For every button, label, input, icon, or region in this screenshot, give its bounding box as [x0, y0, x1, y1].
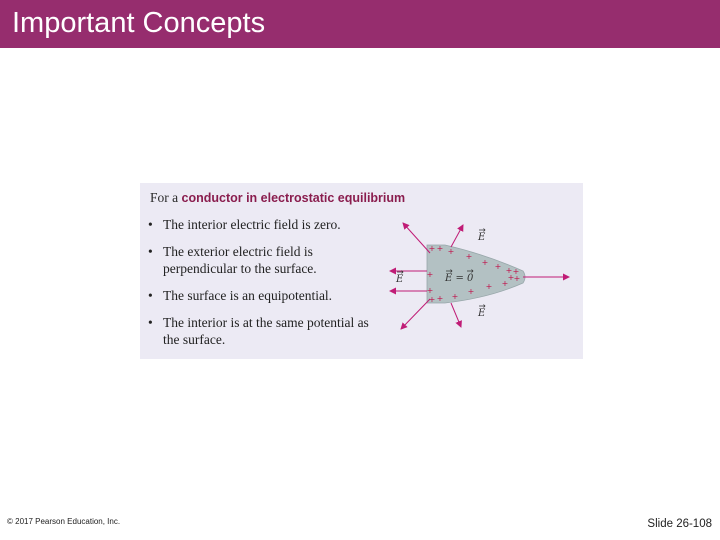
charge-symbol: +: [428, 244, 436, 253]
charge-symbol: +: [436, 294, 444, 303]
field-label: E: [396, 274, 404, 285]
charge-symbol: +: [501, 279, 509, 288]
list-item: [148, 216, 388, 233]
heading-emphasis: conductor in electrostatic equilibrium: [181, 191, 406, 205]
charge-symbol: +: [485, 282, 493, 291]
field-arrow: [401, 299, 430, 329]
field-arrow: [451, 303, 461, 327]
bullet-text: The interior is at the same potential as the surface.: [163, 315, 369, 347]
bullet-icon: •: [148, 288, 153, 303]
conductor-figure: [140, 183, 583, 359]
charge-symbol: +: [465, 252, 473, 261]
slide-title: Important Concepts: [12, 7, 266, 39]
bullet-icon: •: [148, 217, 153, 232]
charge-symbol: +: [451, 292, 459, 301]
interior-field-label: E = 0: [445, 273, 474, 284]
list-item: [148, 243, 388, 277]
bullet-text: The exterior electric field is perpendicular to the surface.: [163, 244, 317, 276]
conductor-diagram: [385, 203, 580, 353]
list-item: [148, 287, 388, 304]
field-arrow: [403, 223, 430, 253]
field-arrow: [451, 225, 463, 247]
charge-symbol: +: [507, 273, 515, 282]
list-item: [148, 314, 388, 348]
copyright-notice: © 2017 Pearson Education, Inc.: [7, 517, 121, 526]
concept-list: [148, 216, 388, 358]
charge-symbol: +: [513, 274, 521, 283]
charge-symbol: +: [436, 244, 444, 253]
charge-symbol: +: [512, 267, 520, 276]
figure-heading: [150, 190, 405, 206]
heading-prefix: For a: [150, 190, 182, 205]
charge-symbol: +: [426, 286, 434, 295]
charge-symbol: +: [481, 258, 489, 267]
charge-symbol: +: [426, 270, 434, 279]
bullet-text: The surface is an equipotential.: [163, 288, 333, 303]
charge-symbol: +: [505, 266, 513, 275]
bullet-text: The interior electric field is zero.: [163, 217, 341, 232]
bullet-icon: •: [148, 244, 153, 259]
field-label: E: [478, 308, 486, 319]
field-label: E: [478, 232, 486, 243]
charge-symbol: +: [467, 287, 475, 296]
bullet-icon: •: [148, 315, 153, 330]
title-bar: [0, 0, 720, 48]
charge-symbol: +: [494, 262, 502, 271]
charge-symbol: +: [447, 247, 455, 256]
slide-number: Slide 26-108: [647, 518, 712, 530]
charge-symbol: +: [428, 295, 436, 304]
